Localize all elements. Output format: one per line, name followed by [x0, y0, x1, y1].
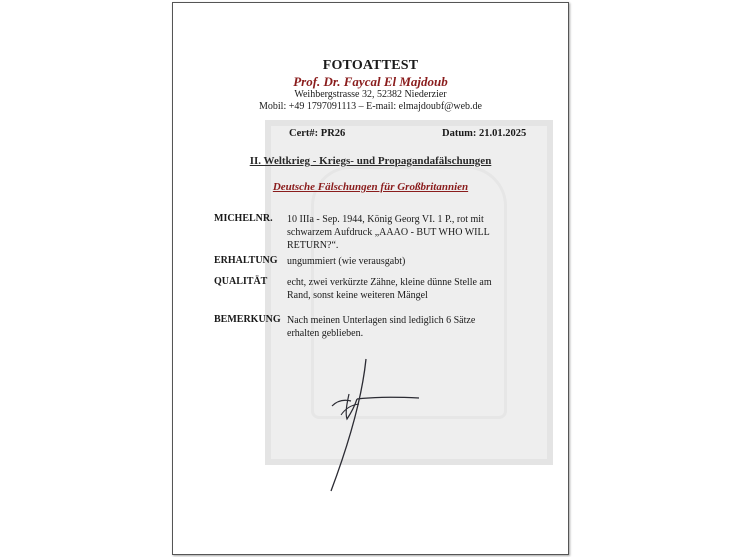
expert-contact: Mobil: +49 1797091113 – E-mail: elmajdoubf@web.de — [259, 101, 482, 112]
certificate-content — [173, 3, 568, 554]
value-line: RETURN?“. — [287, 240, 339, 251]
expert-address: Weihbergstrasse 32, 52382 Niederzier — [294, 89, 447, 100]
certificate-sheet — [172, 2, 569, 555]
expert-name: Prof. Dr. Faycal El Majdoub — [293, 74, 448, 89]
value-line: Rand, sonst keine weiteren Mängel — [287, 290, 428, 301]
signature-icon — [173, 3, 568, 554]
cert-value: PR26 — [320, 128, 346, 139]
value-line: echt, zwei verkürzte Zähne, kleine dünne Stelle am — [287, 277, 492, 288]
value-line: schwarzem Aufdruck „AAAO - BUT WHO WILL — [287, 227, 490, 238]
subcategory-heading: Deutsche Fälschungen für Großbritannien — [272, 181, 469, 193]
value-line: Nach meinen Unterlagen sind lediglich 6 Sätze — [287, 315, 476, 326]
category-heading: II. Weltkrieg - Kriegs- und Propagandafälschungen — [249, 155, 492, 167]
field-label-erhaltung: ERHALTUNG — [214, 255, 278, 266]
value-line: erhalten geblieben. — [287, 328, 364, 339]
value-line: ungummiert (wie verausgabt) — [287, 256, 406, 267]
cert-label: Cert#: — [289, 128, 319, 139]
document-title: FOTOATTEST — [322, 58, 419, 73]
date-label: Datum: — [442, 128, 477, 139]
field-label-michelnr: MICHELNR. — [214, 213, 273, 224]
value-line: 10 IIIa - Sep. 1944, König Georg VI. 1 P., rot mit — [287, 214, 484, 225]
field-label-bemerkung: BEMERKUNG — [214, 314, 281, 325]
field-label-qualitaet: QUALITÄT — [214, 276, 268, 287]
date-value: 21.01.2025 — [479, 128, 527, 139]
